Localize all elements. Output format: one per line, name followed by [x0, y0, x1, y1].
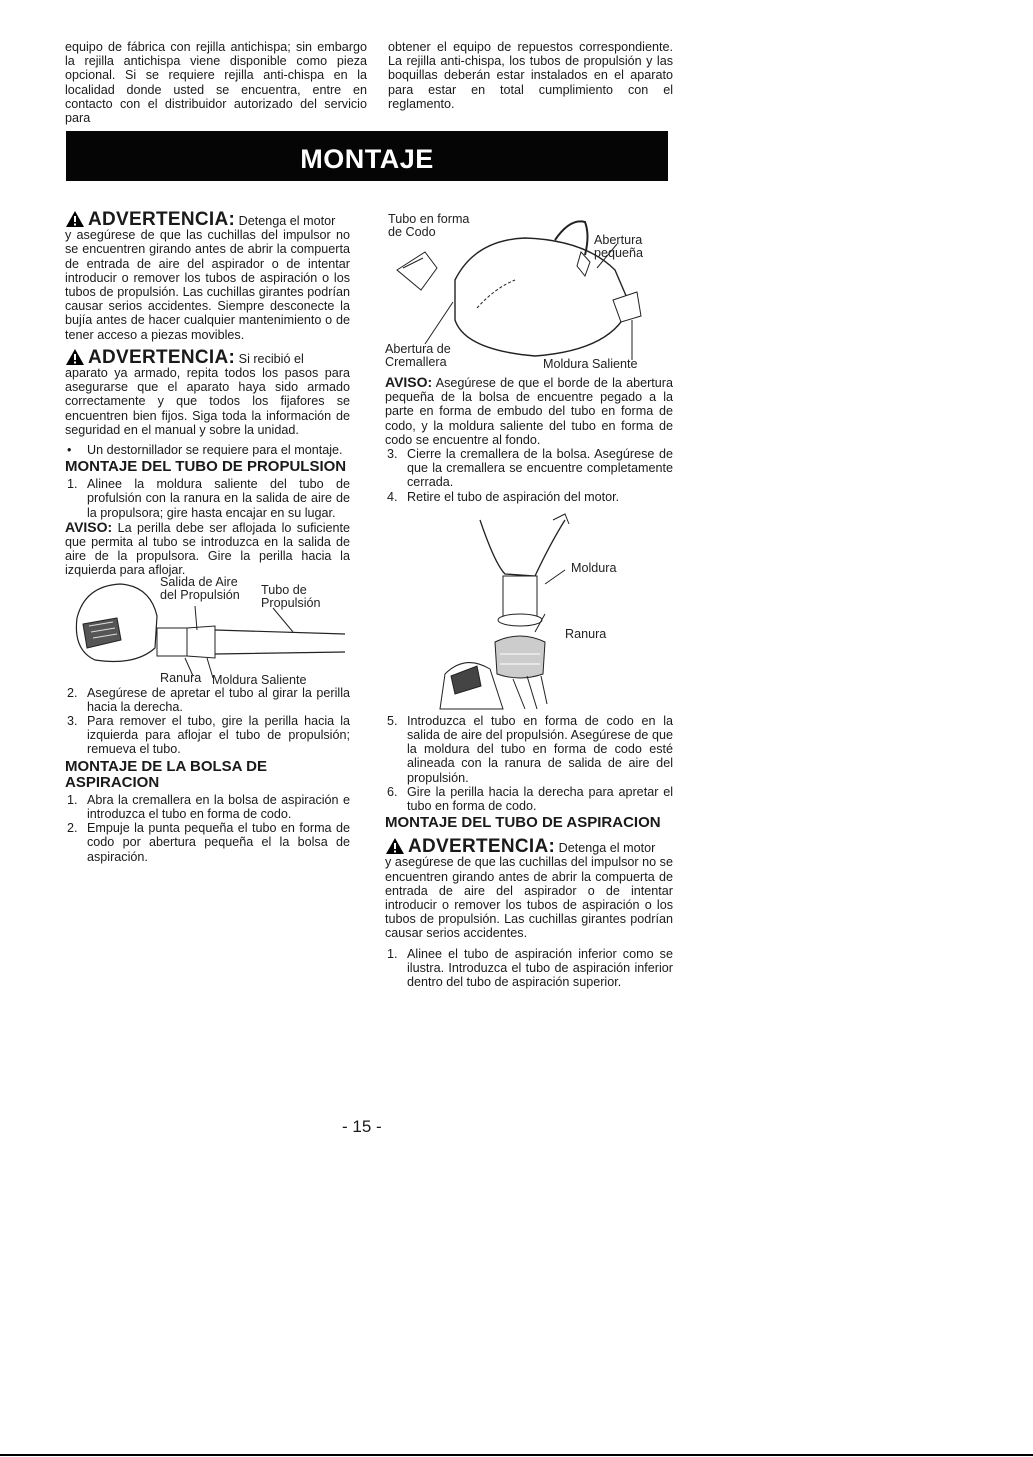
aviso-paragraph	[385, 375, 673, 447]
step-text: Cierre la cremallera de la bolsa. Asegúrese de que la cremallera se encuentre completamente cerrada.	[407, 447, 673, 490]
warning-body: aparato ya armado, repita todos los pasos para asegurarse que el aparato haya sido armado correctamente y que todos los fijafores se encuentren bien fijos. Siga toda la información de seguridad en el manual y sobre la unidad.	[65, 366, 350, 437]
warning-lead: Detenga el motor	[555, 841, 656, 856]
step-text: Asegúrese de apretar el tubo al girar la perilla hacia la derecha.	[87, 685, 350, 714]
section-banner: MONTAJE	[66, 131, 668, 181]
warning-triangle-icon	[385, 837, 405, 855]
label-moldura-saliente: Moldura Saliente	[543, 357, 638, 371]
bullet-item	[65, 443, 350, 457]
continuation-text-right: obtener el equipo de repuestos correspondiente. La rejilla anti-chispa, los tubos de propulsión y las boquillas deberán estar instalados en el aparato para estar en total cumplimiento con el reglamento.	[388, 40, 673, 111]
section-heading-bolsa: MONTAJE DE LA BOLSA DE ASPIRACION	[65, 757, 267, 791]
top-right-paragraph	[388, 40, 673, 111]
vacuum-bag-figure	[385, 210, 673, 375]
page-number: - 15 -	[342, 1117, 382, 1136]
section-heading-aspiracion: MONTAJE DEL TUBO DE ASPIRACION	[385, 814, 661, 832]
step-text: Retire el tubo de aspiración del motor.	[407, 489, 620, 504]
warning-title: ADVERTENCIA:	[88, 346, 236, 368]
step-item: 3. Cierre la cremallera de la bolsa. Asegúrese de que la cremallera se encuentre completamente cerrada.	[387, 447, 673, 490]
step-item: 4. Retire el tubo de aspiración del motor.	[385, 490, 673, 504]
step-item: 3. Para remover el tubo, gire la perilla hacia la izquierda para aflojar el tubo de propulsión; remueva el tubo.	[67, 714, 350, 757]
left-column	[65, 210, 350, 864]
warning-title: ADVERTENCIA:	[88, 209, 236, 230]
warning-triangle-icon	[65, 348, 85, 366]
label-abertura-pequena: Abertura pequeña	[594, 233, 644, 260]
aviso-label: AVISO:	[385, 374, 433, 390]
step-item: 1. Abra la cremallera en la bolsa de aspiración e introduzca el tubo en forma de codo.	[67, 792, 350, 821]
aviso-text: Asegúrese de que el borde de la abertura pequeña de la bolsa de encuentre pegado a la parte en forma de embudo del tubo en forma de codo, y la moldura saliente del tubo en forma de codo se encuentre al fondo.	[385, 376, 673, 447]
bottom-rule	[0, 1454, 1033, 1456]
bullet-icon: •	[67, 443, 72, 458]
motor-outlet-illustration	[385, 504, 673, 714]
top-left-paragraph	[65, 40, 367, 125]
warning-block-3	[385, 837, 673, 940]
continuation-text-left: equipo de fábrica con rejilla antichispa; sin embargo la rejilla antichispa viene disponible como pieza opcional. Si se requiere rejilla anti-chispa en la localidad donde usted se encuentra, entre en contacto con el distribuidor autorizado del servicio para	[65, 40, 367, 126]
warning-lead: Si recibió el	[235, 351, 304, 366]
step-item: 1. Alinee la moldura saliente del tubo de profulsión con la ranura en la salida de aire de la propulsora; gire hasta encajar en su lugar.	[67, 477, 350, 520]
section-heading-propulsion: MONTAJE DEL TUBO DE PROPULSION	[65, 458, 347, 476]
warning-triangle-icon	[65, 210, 85, 228]
step-item: 6. Gire la perilla hacia la derecha para apretar el tubo en forma de codo.	[387, 784, 673, 814]
warning-block-2	[65, 348, 350, 437]
aviso-text: La perilla debe ser aflojada lo suficiente que permita al tubo se introduzca en la salida de aire de la propulsora. Gire la perilla hacia la izquierda para aflojar.	[65, 520, 350, 578]
label-moldura: Moldura	[571, 560, 617, 575]
aviso-label: AVISO:	[65, 518, 113, 535]
label-salida-aire: Salida de Aire del Propulsión	[160, 574, 240, 602]
warning-block-1	[65, 210, 350, 342]
label-tubo-propulsion: Tubo de Propulsión	[261, 582, 321, 610]
step-item: 1. Alinee el tubo de aspiración inferior como se ilustra. Introduzca el tubo de aspiración inferior dentro del tubo de aspiración superior.	[387, 946, 673, 990]
step-item: 5. Introduzca el tubo en forma de codo en la salida de aire del propulsión. Asegúrese de que la moldura del tubo en forma de codo esté alineada con la ranura de salida de aire del propulsión.	[387, 713, 673, 785]
warning-body: y asegúrese de que las cuchillas del impulsor no se encuentren girando antes de abrir la compuerta de entrada de aire del aspirador o de intentar introducir o remover los tubos de aspiración o los tubos de propulsión. Las cuchillas girantes podrían causar serios accidentes.	[385, 855, 673, 941]
label-ranura: Ranura	[565, 626, 607, 641]
label-moldura-saliente: Moldura Saliente	[212, 672, 307, 687]
propulsion-tube-figure	[65, 574, 350, 687]
step-text: Empuje la punta pequeña el tubo en forma de codo por abertura pequeña el la bolsa de aspiración.	[87, 821, 350, 864]
bullet-text: Un destornillador se requiere para el montaje.	[87, 443, 343, 458]
step-text: Alinee el tubo de aspiración inferior como se ilustra. Introduzca el tubo de aspiración inferior dentro del tubo de aspiración superior.	[407, 946, 673, 990]
step-text: Gire la perilla hacia la derecha para apretar el tubo en forma de codo.	[407, 784, 673, 814]
aviso-paragraph	[65, 520, 350, 578]
step-item: 2. Asegúrese de apretar el tubo al girar la perilla hacia la derecha.	[67, 685, 350, 714]
motor-outlet-figure	[385, 504, 673, 714]
warning-title: ADVERTENCIA:	[408, 836, 556, 858]
step-text: Introduzca el tubo en forma de codo en la salida de aire del propulsión. Asegúrese de que la moldura del tubo en forma de codo esté alineada con la ranura de salida de aire del propulsión.	[407, 713, 673, 785]
warning-body: y asegúrese de que las cuchillas del impulsor no se encuentren girando antes de abrir la compuerta de entrada de aire del aspirador o de intentar introducir o remover los tubos de aspiración o los tubos de propulsión. Las cuchillas girantes podrían causar serios accidentes. Siempre desconecte la bujía antes de hacer cualquier mantenimiento o de tener acceso a piezas movibles.	[65, 228, 350, 342]
label-abertura-cremallera: Abertura de Cremallera	[385, 342, 451, 369]
step-text: Para remover el tubo, gire la perilla hacia la izquierda para aflojar el tubo de propulsión; remueva el tubo.	[87, 714, 350, 757]
right-column	[385, 210, 673, 989]
step-text: Abra la cremallera en la bolsa de aspiración e introduzca el tubo en forma de codo.	[87, 792, 350, 821]
label-ranura: Ranura	[160, 670, 202, 685]
label-tubo-codo: Tubo en forma de Codo	[388, 212, 470, 239]
step-text: Alinee la moldura saliente del tubo de profulsión con la ranura en la salida de aire de la propulsora; gire hasta encajar en su lugar.	[87, 477, 350, 520]
step-item: 2. Empuje la punta pequeña el tubo en forma de codo por abertura pequeña el la bolsa de aspiración.	[67, 821, 350, 864]
warning-lead: Detenga el motor	[235, 214, 336, 228]
